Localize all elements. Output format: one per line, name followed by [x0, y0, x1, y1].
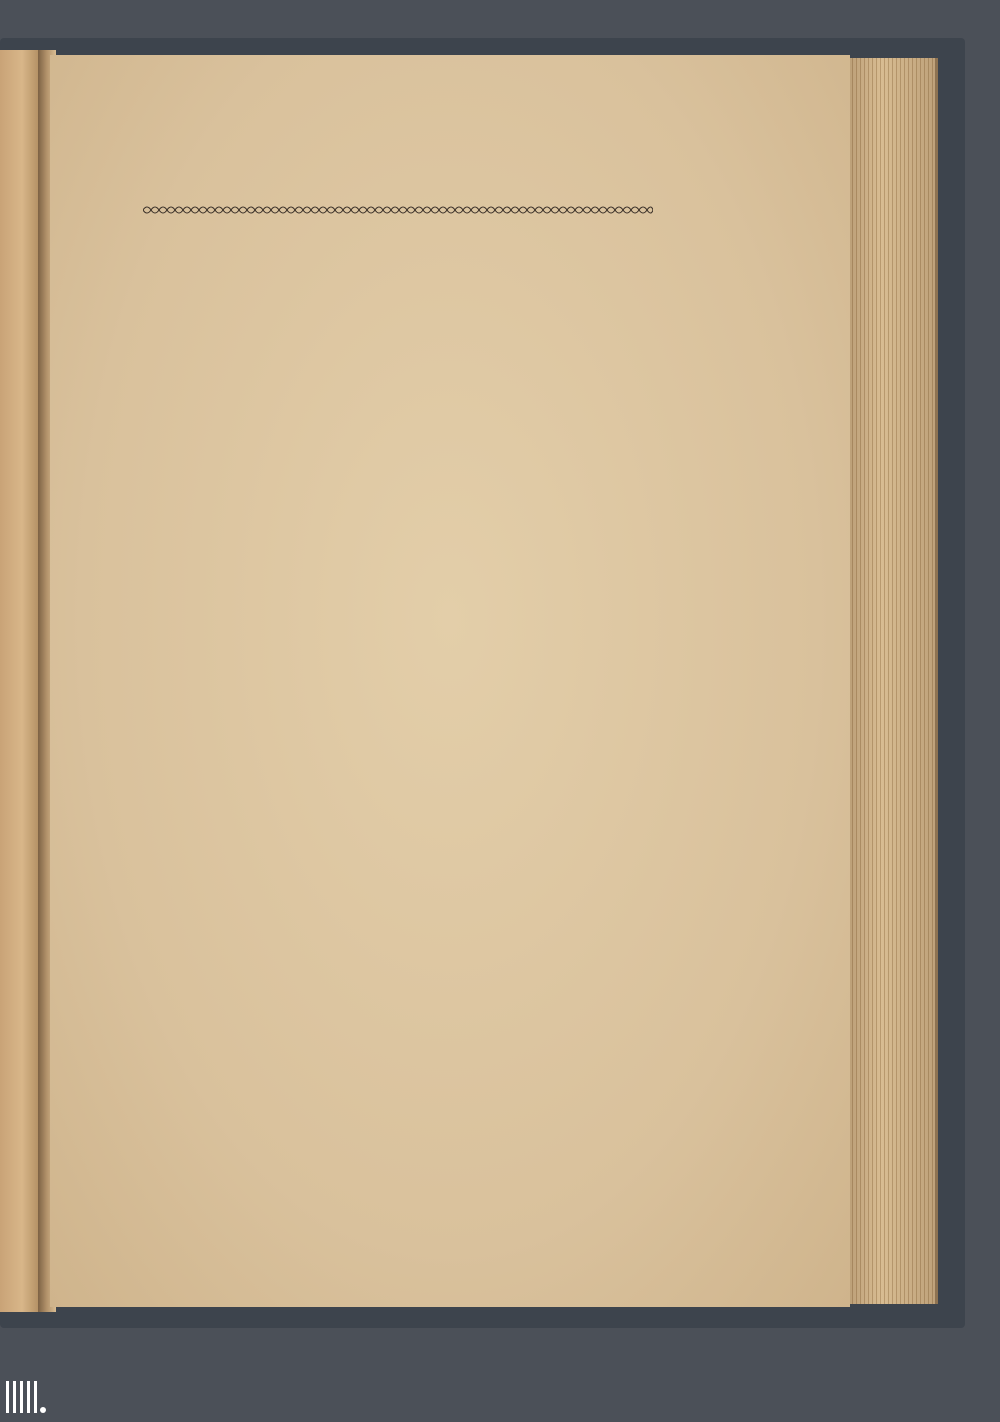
page-header: [143, 198, 703, 224]
ornamental-rule-icon: [143, 204, 653, 216]
library-bars-icon: [4, 1377, 48, 1417]
section-heading: [138, 274, 698, 296]
library-footer: [0, 1372, 1000, 1422]
page-edges-shade: [845, 58, 935, 1304]
page-body: [138, 238, 698, 318]
